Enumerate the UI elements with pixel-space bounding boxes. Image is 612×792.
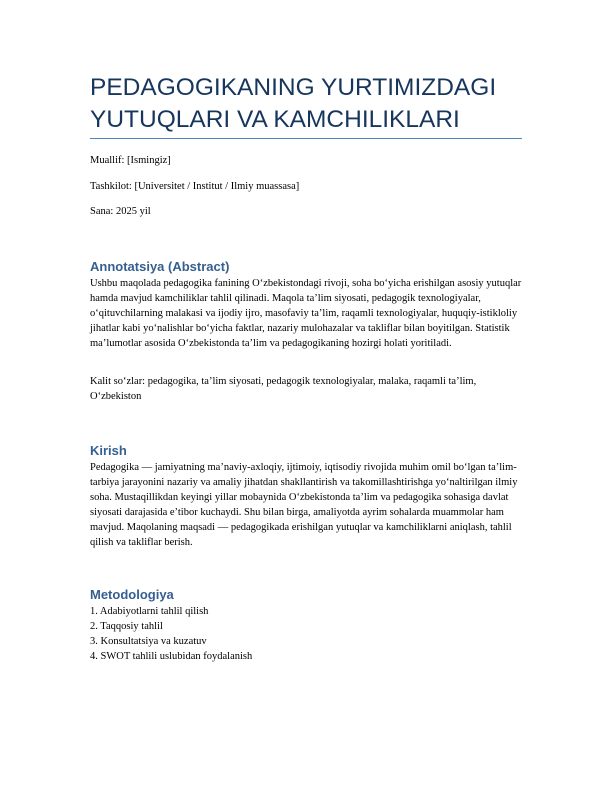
methodology-heading: Metodologiya — [90, 587, 174, 602]
abstract-heading: Annotatsiya (Abstract) — [90, 259, 230, 274]
introduction-heading: Kirish — [90, 443, 127, 458]
methodology-item: 1. Adabiyotlarni tahlil qilish — [90, 606, 209, 617]
introduction-text: Pedagogika — jamiyatning ma’naviy-axloqiy, ijtimoiy, iqtisodiy rivojida muhim omil bo‘lgan ta’lim-tarbiya jarayonini nazariy va amaliy jihatdan shakllantirish va takomillashtirishga yo‘naltirilgan ilmiy soha. Mustaqillikdan keyingi yillar mobaynida O‘zbekistonda ta’lim va pedagogika sohasiga davlat siyosati darajasida e’tibor kuchaydi. Shu bilan birga, amaliyotda ayrim sohalarda muammolar ham mavjud. Maqolaning maqsadi — pedagogikada erishilgan yutuqlar va kamchiliklarni aniqlash, tahlil qilish va takliflar berish. — [90, 462, 518, 548]
author-line: Muallif: [Ismingiz] — [90, 155, 171, 166]
title-underline — [90, 138, 522, 139]
methodology-list — [90, 604, 252, 664]
document-title: PEDAGOGIKANING YURTIMIZDAGI YUTUQLARI VA KAMCHILIKLARI — [90, 74, 497, 133]
organization-line: Tashkilot: [Universitet / Institut / Ilmiy muassasa] — [90, 181, 300, 192]
abstract-text: Ushbu maqolada pedagogika fanining O‘zbekistondagi rivoji, soha bo‘yicha erishilgan asosiy yutuqlar hamda mavjud kamchiliklar tahlil qilinadi. Maqola ta’lim siyosati, pedagogik texnologiyalar, o‘qituvchilarning malakasi va ijodiy ijro, masofaviy ta’lim, raqamli texnologiyalar, huquqiy-istikloliy jihatlar kabi yo‘nalishlar bo‘yicha faktlar, nazariy mulohazalar va takliflar bilan boyitilgan. Statistik ma’lumotlar asosida O‘zbekistonda ta’lim va pedagogikaning hozirgi holati yoritiladi. — [90, 278, 522, 349]
methodology-item: 3. Konsultatsiya va kuzatuv — [90, 636, 207, 647]
keywords-text: Kalit so‘zlar: pedagogika, ta’lim siyosati, pedagogik texnologiyalar, malaka, raqamli ta’lim, O‘zbekiston — [90, 376, 477, 402]
methodology-item: 4. SWOT tahlili uslubidan foydalanish — [90, 651, 253, 662]
date-line: Sana: 2025 yil — [90, 206, 151, 217]
methodology-item: 2. Taqqosiy tahlil — [90, 621, 163, 632]
